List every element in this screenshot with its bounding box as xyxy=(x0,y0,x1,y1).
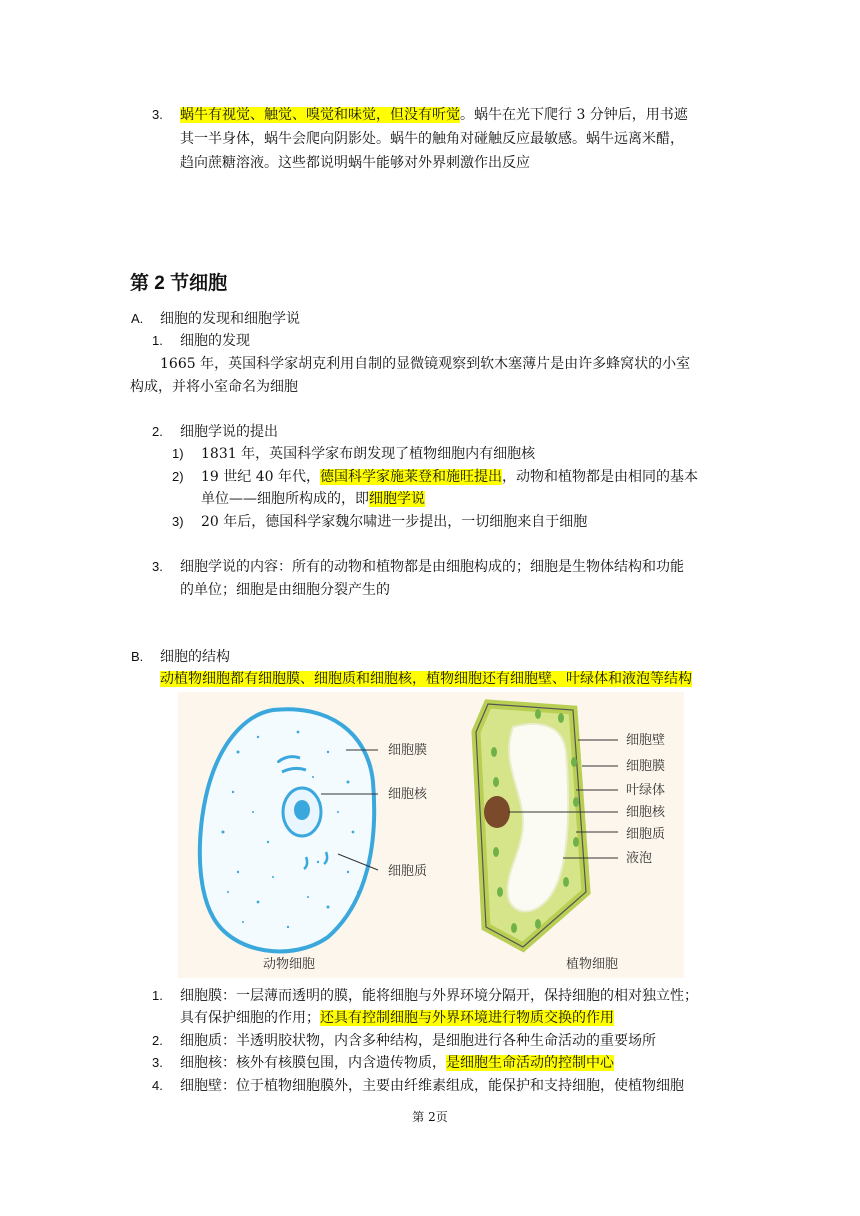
paragraph-line: 细胞壁：位于植物细胞膜外，主要由纤维素组成，能保护和支持细胞，使植物细胞 xyxy=(180,1078,684,1094)
highlighted-text: 细胞学说 xyxy=(369,491,425,507)
cell-diagram xyxy=(178,692,684,978)
text-run: 19 世纪 40 年代， xyxy=(201,469,320,485)
paragraph-line xyxy=(201,488,425,510)
paragraph-line: 1665 年，英国科学家胡克利用自制的显微镜观察到软木塞薄片是由许多蜂窝状的小室 xyxy=(160,356,691,372)
plant-label-vacuole: 液泡 xyxy=(626,851,653,866)
paragraph-line xyxy=(180,1007,614,1029)
paragraph-line: 细胞质：半透明胶状物，内含多种结构，是细胞进行各种生命活动的重要场所 xyxy=(180,1033,656,1049)
paragraph-line xyxy=(160,668,692,690)
plant-label-chloroplast: 叶绿体 xyxy=(626,783,666,798)
list-number: 1. xyxy=(152,988,163,1003)
list-number: 4. xyxy=(152,1078,163,1093)
animal-nucleolus xyxy=(294,800,310,820)
animal-cell-membrane xyxy=(200,709,374,951)
cell-diagram-svg xyxy=(178,692,684,978)
list-number: 2. xyxy=(152,424,163,439)
paragraph-line: 细胞膜：一层薄而透明的膜，能将细胞与外界环境分隔开，保持细胞的相对独立性； xyxy=(180,988,698,1004)
animal-label-membrane: 细胞膜 xyxy=(388,743,428,758)
text-run: 细胞核：核外有核膜包围，内含遗传物质， xyxy=(180,1055,446,1071)
section-title: 第 2 节细胞 xyxy=(130,273,228,294)
list-number: 3. xyxy=(152,1055,163,1070)
paragraph-line: 构成，并将小室命名为细胞 xyxy=(130,379,298,395)
plant-label-cytoplasm: 细胞质 xyxy=(626,827,666,842)
plant-nucleus xyxy=(484,796,510,828)
paragraph-line: 1831 年，英国科学家布朗发现了植物细胞内有细胞核 xyxy=(201,446,536,462)
plant-label-membrane: 细胞膜 xyxy=(626,759,666,774)
paragraph-line: 其一半身体，蜗牛会爬向阴影处。蜗牛的触角对碰触反应最敏感。蜗牛远离米醋， xyxy=(180,131,684,147)
paragraph-line xyxy=(180,1052,614,1074)
text-run: 单位——细胞所构成的，即 xyxy=(201,491,369,507)
sub-number: 2) xyxy=(172,469,184,484)
text-run: 具有保护细胞的作用； xyxy=(180,1010,320,1026)
paragraph-line: 20 年后，德国科学家魏尔啸进一步提出，一切细胞来自于细胞 xyxy=(201,514,588,530)
paragraph-line xyxy=(201,466,698,488)
list-number: 1. xyxy=(152,333,163,348)
animal-caption: 动物细胞 xyxy=(263,957,316,972)
highlighted-text: 蜗牛有视觉、触觉、嗅觉和味觉，但没有听觉 xyxy=(180,107,460,123)
list-number: 3. xyxy=(152,559,163,574)
highlighted-text: 是细胞生命活动的控制中心 xyxy=(446,1055,614,1071)
highlighted-text: 还具有控制细胞与外界环境进行物质交换的作用 xyxy=(320,1010,614,1026)
animal-label-nucleus: 细胞核 xyxy=(388,787,428,802)
paragraph-line xyxy=(180,104,688,126)
part-letter: A. xyxy=(131,311,144,326)
part-title: 细胞的结构 xyxy=(160,649,230,665)
item-title: 细胞的发现 xyxy=(180,333,250,349)
sub-number: 1) xyxy=(172,446,184,461)
text-run: ，动物和植物都是由相同的基本 xyxy=(501,469,698,485)
text-run: 。蜗牛在光下爬行 3 分钟后，用书遮 xyxy=(460,107,688,123)
plant-caption: 植物细胞 xyxy=(566,957,619,972)
sub-number: 3) xyxy=(172,514,184,529)
plant-label-wall: 细胞壁 xyxy=(626,733,666,748)
animal-label-cytoplasm: 细胞质 xyxy=(388,864,428,879)
part-letter: B. xyxy=(131,649,144,664)
list-number: 3. xyxy=(152,107,163,122)
paragraph-line: 趋向蔗糖溶液。这些都说明蜗牛能够对外界刺激作出反应 xyxy=(180,155,530,171)
paragraph-line: 的单位；细胞是由细胞分裂产生的 xyxy=(180,582,390,598)
page-footer: 第 2页 xyxy=(412,1110,448,1124)
part-title: 细胞的发现和细胞学说 xyxy=(160,311,300,327)
item-title: 细胞学说的提出 xyxy=(180,424,278,440)
list-number: 2. xyxy=(152,1033,163,1048)
paragraph-line: 细胞学说的内容：所有的动物和植物都是由细胞构成的；细胞是生物体结构和功能 xyxy=(180,559,684,575)
plant-label-nucleus: 细胞核 xyxy=(626,805,666,820)
highlighted-text: 动植物细胞都有细胞膜、细胞质和细胞核，植物细胞还有细胞壁、叶绿体和液泡等结构 xyxy=(160,671,692,687)
highlighted-text: 德国科学家施莱登和施旺提出 xyxy=(319,469,502,485)
